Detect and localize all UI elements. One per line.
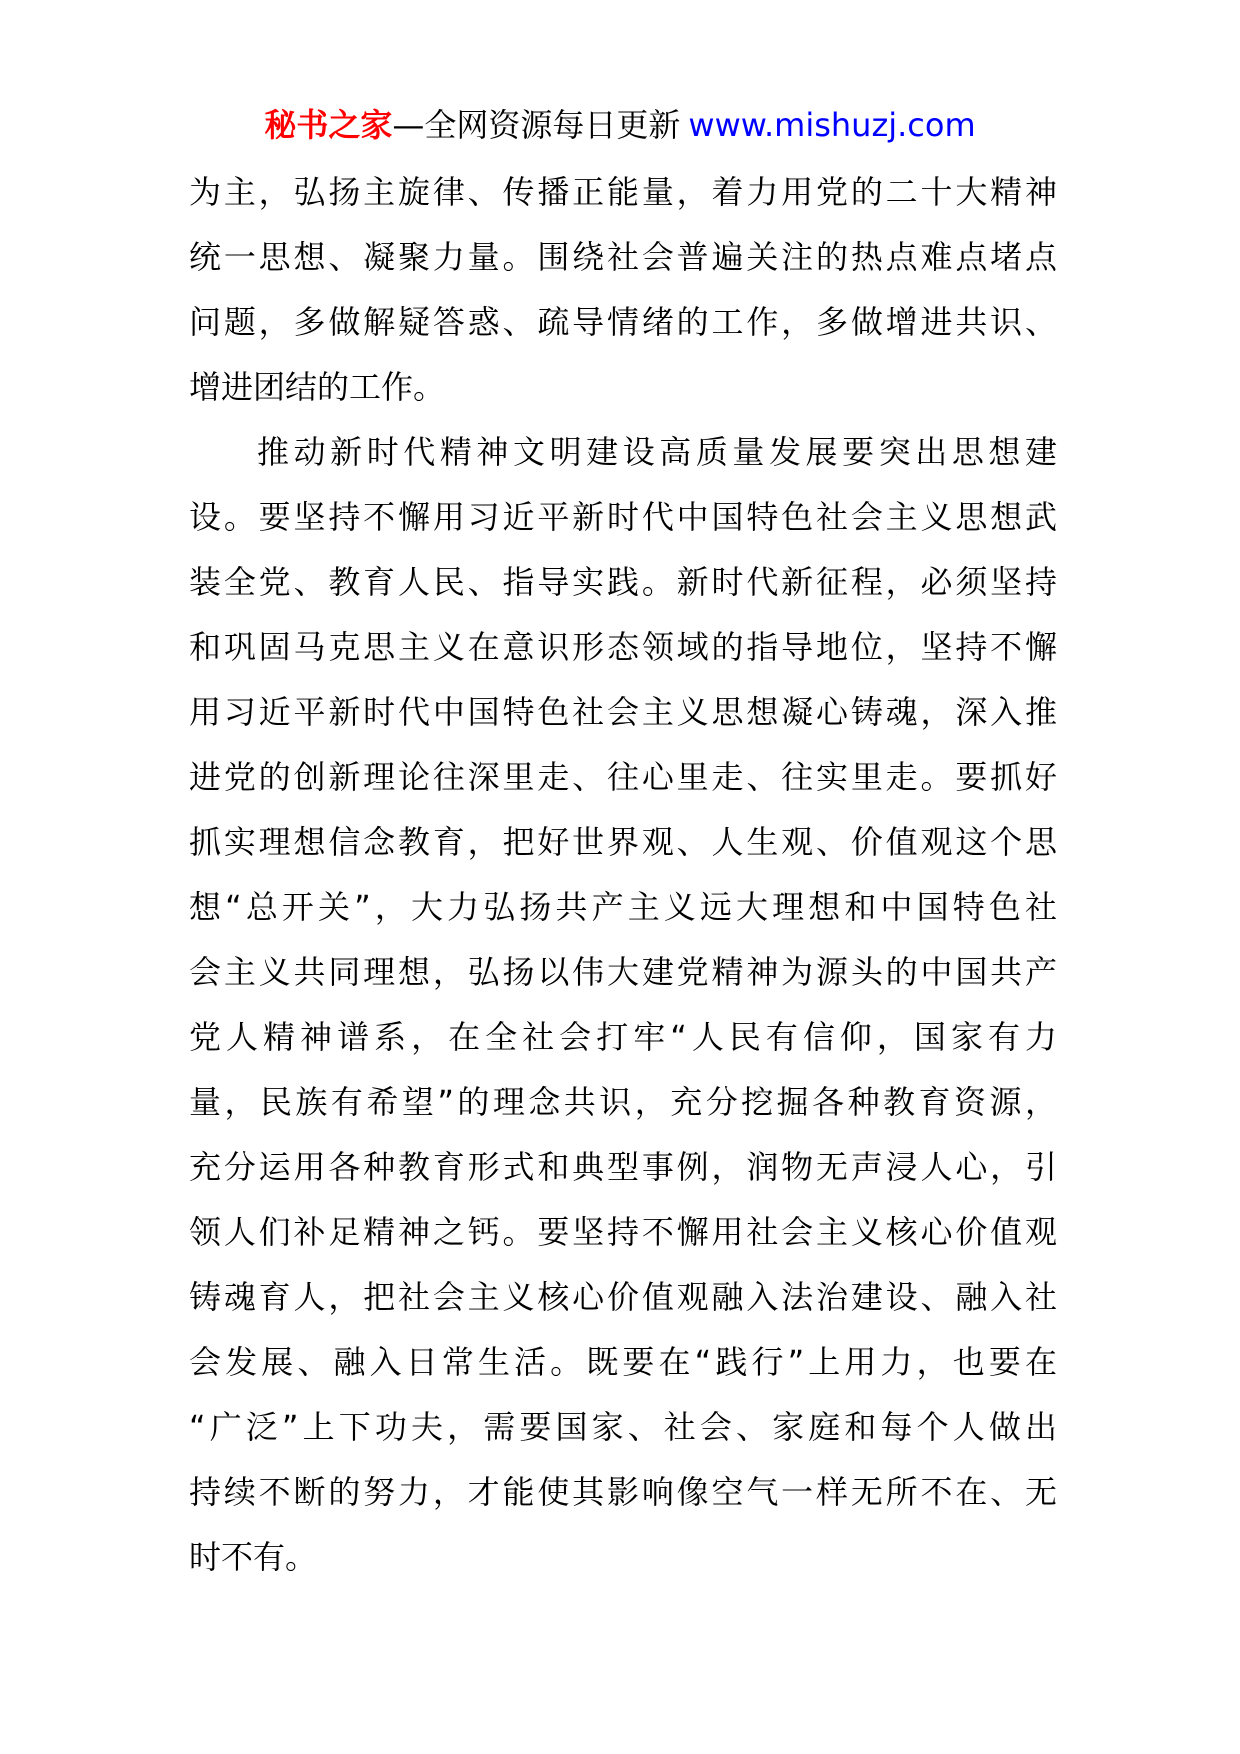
- text-line: 党人精神谱系，在全社会打牢“人民有信仰，国家有力: [189, 1018, 1057, 1056]
- text-line: “广泛”上下功夫，需要国家、社会、家庭和每个人做出: [189, 1408, 1057, 1446]
- document-body: [189, 160, 1057, 1590]
- text-line: 时不有。: [189, 1538, 318, 1576]
- text-line: 推动新时代精神文明建设高质量发展要突出思想建: [257, 433, 1057, 471]
- text-line: 想“总开关”，大力弘扬共产主义远大理想和中国特色社: [189, 888, 1057, 926]
- text-line: 进党的创新理论往深里走、往心里走、往实里走。要抓好: [189, 758, 1057, 796]
- text-line: 持续不断的努力，才能使其影响像空气一样无所不在、无: [189, 1473, 1057, 1511]
- text-line: 统一思想、凝聚力量。围绕社会普遍关注的热点难点堵点: [189, 238, 1057, 276]
- text-line: 装全党、教育人民、指导实践。新时代新征程，必须坚持: [189, 563, 1057, 601]
- text-line: 会发展、融入日常生活。既要在“践行”上用力，也要在: [189, 1343, 1057, 1381]
- text-line: 设。要坚持不懈用习近平新时代中国特色社会主义思想武: [189, 498, 1057, 536]
- text-line: 会主义共同理想，弘扬以伟大建党精神为源头的中国共产: [189, 953, 1057, 991]
- text-line: 量，民族有希望”的理念共识，充分挖掘各种教育资源，: [189, 1083, 1057, 1121]
- text-line: 问题，多做解疑答惑、疏导情绪的工作，多做增进共识、: [189, 303, 1057, 341]
- site-brand: 秘书之家: [264, 106, 393, 144]
- paragraph-2: [189, 420, 1057, 1590]
- text-line: 领人们补足精神之钙。要坚持不懈用社会主义核心价值观: [189, 1213, 1057, 1251]
- text-line: 增进团结的工作。: [189, 368, 446, 406]
- text-line: 和巩固马克思主义在意识形态领域的指导地位，坚持不懈: [189, 628, 1057, 666]
- text-line: 充分运用各种教育形式和典型事例，润物无声浸人心，引: [189, 1148, 1057, 1186]
- site-tagline: —全网资源每日更新: [392, 106, 681, 144]
- text-line: 铸魂育人，把社会主义核心价值观融入法治建设、融入社: [189, 1278, 1057, 1316]
- text-line: 为主，弘扬主旋律、传播正能量，着力用党的二十大精神: [189, 173, 1057, 211]
- text-line: 用习近平新时代中国特色社会主义思想凝心铸魂，深入推: [189, 693, 1057, 731]
- paragraph-1: [189, 160, 1057, 420]
- site-url-link[interactable]: www.mishuzj.com: [688, 106, 976, 144]
- page-header: [0, 98, 1240, 152]
- text-line: 抓实理想信念教育，把好世界观、人生观、价值观这个思: [189, 823, 1057, 861]
